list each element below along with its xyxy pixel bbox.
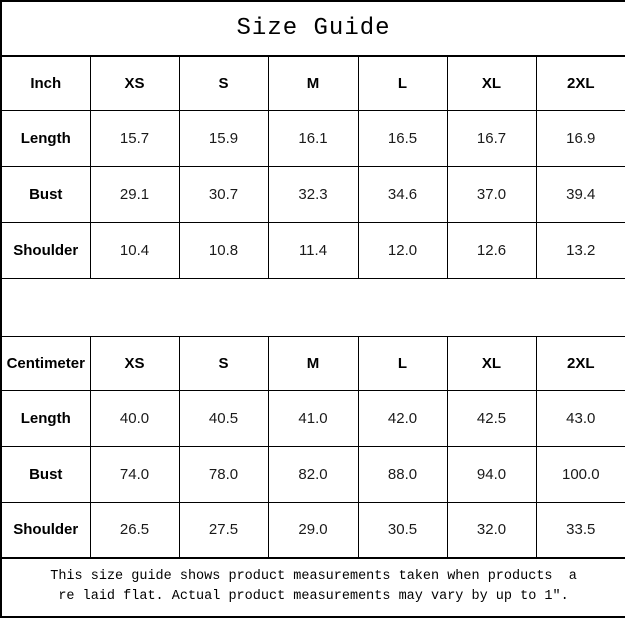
value-cell: 12.0 bbox=[358, 222, 447, 278]
value-cell: 30.5 bbox=[358, 502, 447, 558]
unit-header-inch: Inch bbox=[1, 56, 90, 110]
footer-note bbox=[1, 558, 625, 617]
value-cell: 11.4 bbox=[268, 222, 358, 278]
value-cell: 42.0 bbox=[358, 390, 447, 446]
row-label: Shoulder bbox=[1, 222, 90, 278]
value-cell: 34.6 bbox=[358, 166, 447, 222]
value-cell: 82.0 bbox=[268, 446, 358, 502]
value-cell: 40.0 bbox=[90, 390, 179, 446]
size-header-2xl: 2XL bbox=[536, 56, 625, 110]
cm-header-row bbox=[1, 336, 625, 390]
value-cell: 16.5 bbox=[358, 110, 447, 166]
value-cell: 29.0 bbox=[268, 502, 358, 558]
value-cell: 39.4 bbox=[536, 166, 625, 222]
value-cell: 10.8 bbox=[179, 222, 268, 278]
value-cell: 32.3 bbox=[268, 166, 358, 222]
value-cell: 43.0 bbox=[536, 390, 625, 446]
size-header-m: M bbox=[268, 56, 358, 110]
value-cell: 100.0 bbox=[536, 446, 625, 502]
size-header-2xl: 2XL bbox=[536, 336, 625, 390]
value-cell: 12.6 bbox=[447, 222, 536, 278]
size-header-l: L bbox=[358, 336, 447, 390]
row-label: Bust bbox=[1, 166, 90, 222]
row-label: Shoulder bbox=[1, 502, 90, 558]
inch-header-row bbox=[1, 56, 625, 110]
footer-note-line-1: This size guide shows product measurements taken when products a bbox=[50, 569, 577, 585]
size-header-s: S bbox=[179, 56, 268, 110]
value-cell: 16.9 bbox=[536, 110, 625, 166]
value-cell: 37.0 bbox=[447, 166, 536, 222]
value-cell: 40.5 bbox=[179, 390, 268, 446]
size-header-xs: XS bbox=[90, 336, 179, 390]
cm-shoulder-row bbox=[1, 502, 625, 558]
value-cell: 41.0 bbox=[268, 390, 358, 446]
footer-note-line-2: re laid flat. Actual product measurements may vary by up to 1″. bbox=[58, 589, 569, 605]
cm-bust-row bbox=[1, 446, 625, 502]
row-label: Length bbox=[1, 390, 90, 446]
value-cell: 16.1 bbox=[268, 110, 358, 166]
size-header-m: M bbox=[268, 336, 358, 390]
row-label: Bust bbox=[1, 446, 90, 502]
size-header-xl: XL bbox=[447, 56, 536, 110]
inch-length-row bbox=[1, 110, 625, 166]
value-cell: 42.5 bbox=[447, 390, 536, 446]
value-cell: 30.7 bbox=[179, 166, 268, 222]
row-label: Length bbox=[1, 110, 90, 166]
cm-length-row bbox=[1, 390, 625, 446]
spacer-row bbox=[1, 278, 625, 336]
value-cell: 27.5 bbox=[179, 502, 268, 558]
value-cell: 15.7 bbox=[90, 110, 179, 166]
value-cell: 33.5 bbox=[536, 502, 625, 558]
footer-row bbox=[1, 558, 625, 617]
size-header-xs: XS bbox=[90, 56, 179, 110]
page-title: Size Guide bbox=[1, 1, 625, 56]
value-cell: 16.7 bbox=[447, 110, 536, 166]
size-header-l: L bbox=[358, 56, 447, 110]
size-header-s: S bbox=[179, 336, 268, 390]
value-cell: 94.0 bbox=[447, 446, 536, 502]
inch-bust-row bbox=[1, 166, 625, 222]
value-cell: 26.5 bbox=[90, 502, 179, 558]
value-cell: 32.0 bbox=[447, 502, 536, 558]
title-row bbox=[1, 1, 625, 56]
value-cell: 88.0 bbox=[358, 446, 447, 502]
value-cell: 74.0 bbox=[90, 446, 179, 502]
size-header-xl: XL bbox=[447, 336, 536, 390]
value-cell: 78.0 bbox=[179, 446, 268, 502]
inch-shoulder-row bbox=[1, 222, 625, 278]
value-cell: 29.1 bbox=[90, 166, 179, 222]
spacer-cell bbox=[1, 278, 625, 336]
value-cell: 10.4 bbox=[90, 222, 179, 278]
value-cell: 15.9 bbox=[179, 110, 268, 166]
unit-header-centimeter: Centimeter bbox=[1, 336, 90, 390]
value-cell: 13.2 bbox=[536, 222, 625, 278]
